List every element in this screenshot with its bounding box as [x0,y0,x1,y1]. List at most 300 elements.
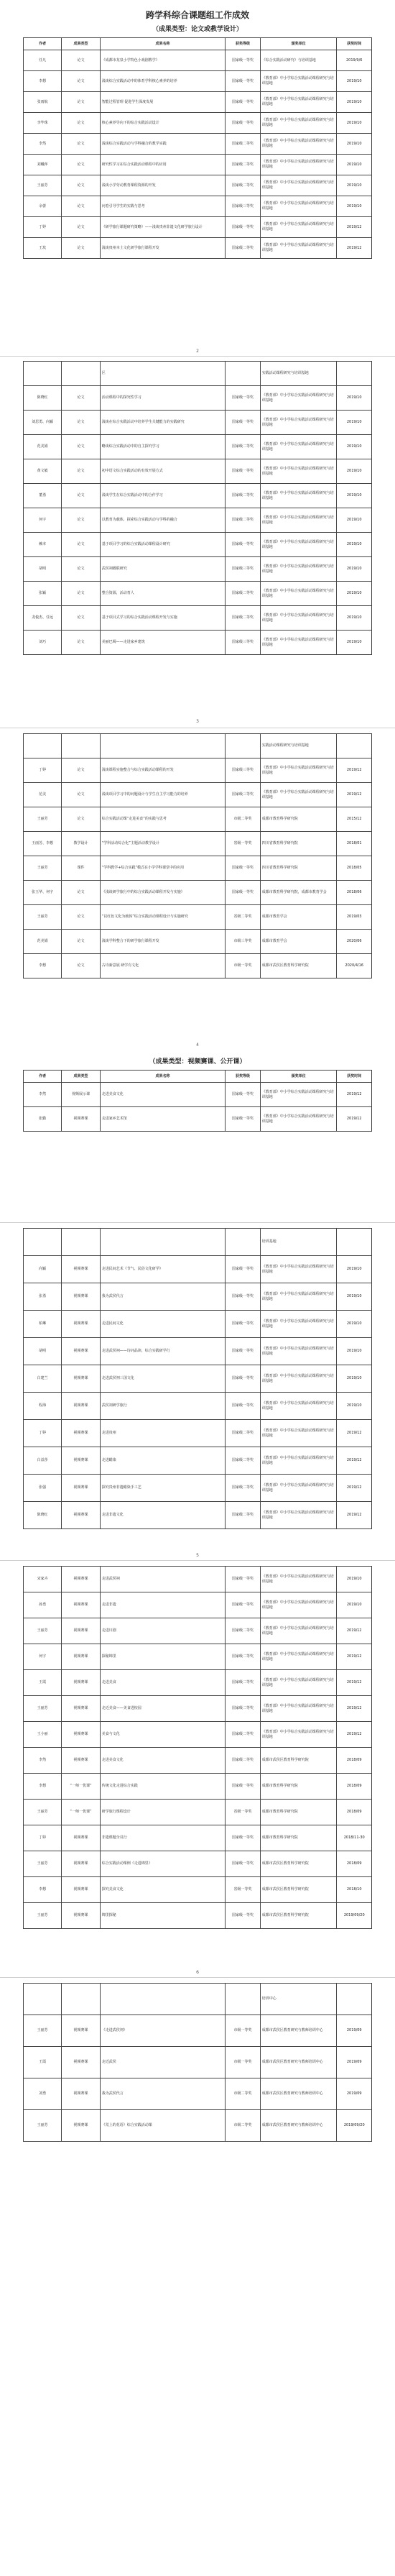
date-cell: 2019/10 [337,71,372,92]
author-cell: 董勇 [24,484,62,508]
author-cell: 陈晓红 [24,1502,62,1529]
award-level-cell: 省级二等奖 [226,905,261,930]
date-cell: 2019/09/20 [337,2110,372,2142]
type-cell: 论文 [62,905,100,930]
type-cell: 视频赛课 [62,1851,100,1877]
author-cell: 何宇 [24,1644,62,1670]
award-level-cell: 国家级二等奖 [226,508,261,533]
issuer-cell: 《教育部》中小学综合实践活动课程研究与培训基地 [260,435,337,459]
issuer-cell: 《教育部》中小学综合实践活动课程研究与培训基地 [260,783,337,807]
issuer-cell: 成都市武侯区教育科学研究院 [260,954,337,978]
date-cell: 2018/11-30 [337,1825,372,1851]
issuer-cell: 《教育部》中小学综合实践活动课程研究与培训基地 [260,557,337,582]
award-level-cell: 国家级一等奖 [226,856,261,881]
award-level-cell: 国家级二等奖 [226,1502,261,1529]
date-cell: 2019/09 [337,2015,372,2047]
column-header: 获奖时间 [337,38,372,50]
award-level-cell: 国家级一等奖 [226,1083,261,1107]
author-cell: 白益莎 [24,1447,62,1475]
title-cell [100,1229,226,1256]
type-cell: 论文 [62,606,100,631]
author-cell: 丁婷 [24,217,62,238]
title-cell: 略谈综合实践活动中的自主探究学习 [100,435,226,459]
column-header: 获奖等级 [226,38,261,50]
award-level-cell: 国家级二等奖 [226,435,261,459]
table-row [24,1748,372,1774]
issuer-cell: 《教育部》中小学综合实践活动课程研究与培训基地 [260,1567,337,1592]
type-cell: 论文 [62,930,100,954]
issuer-cell: 成都市武侯区教育研究与教师培训中心 [260,2047,337,2078]
title-cell: 浅谈综合实践活动与学科融合的教学实践 [100,134,226,155]
award-level-cell: 市级一等奖 [226,954,261,978]
date-cell [337,734,372,758]
title-cell: 走进非遗 [100,1592,226,1618]
type-cell: 视频赛课 [62,1567,100,1592]
author-cell: 丁婷 [24,1420,62,1447]
author-cell: 张雨航 [24,92,62,113]
table-row [24,1256,372,1283]
type-cell: 论文 [62,881,100,905]
table-row [24,1800,372,1825]
title-cell: 《走进武侯祠》 [100,2015,226,2047]
column-header: 作者 [24,38,62,50]
date-cell: 2019/12 [337,1447,372,1475]
type-cell: 论文 [62,783,100,807]
type-cell: “一师一优课” [62,1774,100,1800]
award-level-cell: 国家级一等奖 [226,533,261,557]
award-level-cell: 国家级二等奖 [226,606,261,631]
type-cell: 论文 [62,807,100,832]
award-level-cell: 国家级三等奖 [226,758,261,783]
date-cell: 2019/12 [337,1502,372,1529]
table-row [24,1774,372,1800]
issuer-cell: 《教育部》中小学综合实践活动课程研究与培训基地 [260,1393,337,1420]
title-cell: 探究美食文化 [100,1877,226,1903]
title-cell: 我为武侯代言 [100,2078,226,2110]
type-cell: 视频赛课 [62,1393,100,1420]
issuer-cell: 《教育部》中小学综合实践活动课程研究与培训基地 [260,1338,337,1365]
date-cell: 2019/12 [337,1083,372,1107]
date-cell: 2019/12 [337,1420,372,1447]
issuer-cell: 《教育部》中小学综合实践活动课程研究与培训基地 [260,238,337,259]
type-cell: 论文 [62,71,100,92]
title-cell: “学科教学+综合实践”模式在小学学科课堂中的应用 [100,856,226,881]
title-cell: 走进民间艺术《节气、民俗文化研学》 [100,1256,226,1283]
author-cell: 任凡 [24,50,62,71]
type-cell: 论文 [62,631,100,655]
author-cell: 何宇 [24,508,62,533]
table-row [24,881,372,905]
issuer-cell: 成都市教育科学研究院，成都市教育学会 [260,881,337,905]
issuer-cell: 《教育部》中小学综合实践活动课程研究与培训基地 [260,1475,337,1502]
award-level-cell: 国家级一等奖 [226,459,261,484]
date-cell: 2018/05 [337,856,372,881]
issuer-cell: 成都市教育科学研究院 [260,807,337,832]
table-row [24,1851,372,1877]
table-row [24,1825,372,1851]
table-row [24,411,372,435]
issuer-cell: 培训中心 [260,1984,337,2015]
award-level-cell: 国家级一等奖 [226,1283,261,1311]
date-cell: 2019/10 [337,1365,372,1393]
title-cell: 浅谈贵州本土文化研学旅行课程开发 [100,238,226,259]
type-cell: 论文 [62,217,100,238]
award-level-cell: 国家级一等奖 [226,411,261,435]
award-level-cell: 国家级二等奖 [226,1670,261,1696]
award-level-cell: 国家级二等奖 [226,1447,261,1475]
document-page-section [23,1983,372,2142]
author-cell: 胡明 [24,1338,62,1365]
page-divider [0,1560,395,1561]
issuer-cell: 成都市教育科学研究院 [260,1774,337,1800]
results-table [23,1983,372,2142]
author-cell [24,362,62,386]
document-page-section [23,1228,372,1529]
type-cell: 论文 [62,50,100,71]
issuer-cell: 《教育部》中小学综合实践活动课程研究与培训基地 [260,411,337,435]
author-cell: 张勇 [24,1283,62,1311]
type-cell: 视频赛课 [62,1311,100,1338]
date-cell: 2019/10 [337,533,372,557]
issuer-cell: 《教育部》中小学综合实践活动课程研究与培训基地 [260,1722,337,1748]
table-row [24,1338,372,1365]
award-level-cell: 国家级三等奖 [226,557,261,582]
date-cell: 2020/06 [337,930,372,954]
date-cell: 2019/10 [337,508,372,533]
type-cell: 视频赛课 [62,1748,100,1774]
date-cell: 2015/12 [337,807,372,832]
author-cell: 王丽芳 [24,2110,62,2142]
page-divider [0,1977,395,1978]
title-cell: 走进武侯祠三国文化 [100,1365,226,1393]
type-cell: 视频赛课 [62,1644,100,1670]
results-table [23,361,372,655]
issuer-cell: 成都市武侯区教育科学研究院 [260,1903,337,1929]
issuer-cell: 培训基地 [260,1229,337,1256]
issuer-cell: 《教育部》中小学综合实践活动课程研究与培训基地 [260,175,337,196]
title-cell: 整合资源，活动育人 [100,582,226,606]
title-cell: 综合实践活动课例《走进锦里》 [100,1851,226,1877]
title-cell: 区 [100,362,226,386]
author-cell: 张玉华、何宇 [24,881,62,905]
author-cell: 余蕾 [24,196,62,217]
award-level-cell: 国家级一等奖 [226,1107,261,1132]
table-row [24,92,372,113]
issuer-cell: 实践活动课程研究与培训基地 [260,362,337,386]
award-level-cell: 国家级一等奖 [226,1567,261,1592]
issuer-cell: 《教育部》中小学综合实践活动课程研究与培训基地 [260,533,337,557]
title-cell: 初中语文综合实践活动的有效开展方式 [100,459,226,484]
award-level-cell: 国家级三等奖 [226,631,261,655]
author-cell: 李然 [24,134,62,155]
title-cell: 浅谈综合实践活动中的体育学科核心素养的培养 [100,71,226,92]
issuer-cell: 《教育部》中小学综合实践活动课程研究与培训基地 [260,71,337,92]
table-row [24,1229,372,1256]
author-cell: 王丽芳 [24,856,62,881]
table-row [24,1475,372,1502]
date-cell: 2019/10 [337,196,372,217]
title-cell: 浅谈项目学习中的问题设计与学生自主学习能力的培养 [100,783,226,807]
author-cell: 李想 [24,954,62,978]
date-cell: 2020/4/16 [337,954,372,978]
table-row [24,807,372,832]
award-level-cell: 国家级一等奖 [226,50,261,71]
table-row [24,484,372,508]
title-cell: 非遗课题全员行 [100,1825,226,1851]
author-cell: 范美 [24,783,62,807]
author-cell: 龙俊杰、任远 [24,606,62,631]
date-cell: 2019/10 [337,582,372,606]
issuer-cell: 成都市教育科学研究院 [260,1800,337,1825]
table-row [24,1502,372,1529]
award-level-cell: 市级二等奖 [226,2110,261,2142]
date-cell: 2019/12 [337,1696,372,1722]
table-row [24,2015,372,2047]
date-cell: 2018/06 [337,881,372,905]
author-cell: 范美娟 [24,930,62,954]
award-level-cell: 国家级一等奖 [226,1825,261,1851]
author-cell: 黄文敏 [24,459,62,484]
results-table [23,37,372,259]
type-cell [62,1984,100,2015]
type-cell: 论文 [62,459,100,484]
type-cell: 视频赛课 [62,2110,100,2142]
type-cell: 视频赛课 [62,1696,100,1722]
date-cell: 2019/10 [337,435,372,459]
table-row [24,175,372,196]
date-cell: 2019/10 [337,1283,372,1311]
table-row [24,1420,372,1447]
page-number: 2 [196,349,199,354]
date-cell: 2019/10 [337,1567,372,1592]
date-cell: 2019/12 [337,758,372,783]
author-cell: 王丽芳 [24,807,62,832]
table-row [24,1984,372,2015]
title-cell: 传统文化走进综合实践 [100,1774,226,1800]
issuer-cell: 《教育部》中小学综合实践活动课程研究与培训基地 [260,1592,337,1618]
type-cell: 论文 [62,954,100,978]
issuer-cell: 《教育部》中小学综合实践活动课程研究与培训基地 [260,217,337,238]
title-cell: 走进贵州 [100,1420,226,1447]
page-number: 5 [196,1553,199,1558]
type-cell: 视频赛课 [62,1618,100,1644]
title-cell: 走进川剧 [100,1618,226,1644]
table-row [24,459,372,484]
title-cell: 我为武侯代言 [100,1283,226,1311]
table-row [24,155,372,175]
type-cell: 论文 [62,175,100,196]
type-cell: 视频赛课 [62,2015,100,2047]
issuer-cell: 《教育部》中小学综合实践活动课程研究与培训基地 [260,1283,337,1311]
author-cell: 王丽芳 [24,2015,62,2047]
date-cell [337,362,372,386]
table-row [24,1107,372,1132]
author-cell: 王丽芳 [24,905,62,930]
award-level-cell: 国家级一等奖 [226,1592,261,1618]
issuer-cell: 《教育部》中小学综合实践活动课程研究与培训基地 [260,1670,337,1696]
title-cell: 基于项目学习的综合实践活动课程设计研究 [100,533,226,557]
issuer-cell: 成都市武侯区教育研究与教师培训中心 [260,2015,337,2047]
column-header: 成果名称 [100,1071,226,1083]
award-level-cell: 国家级二等奖 [226,175,261,196]
title-cell: 走进武侯祠——诗词品读、综合实践研学行 [100,1338,226,1365]
type-cell: 视频赛课 [62,2078,100,2110]
author-cell: 向颖 [24,1256,62,1283]
table-row [24,1393,372,1420]
title-cell: 锦里探秘 [100,1903,226,1929]
award-level-cell: 国家级一等奖 [226,1365,261,1393]
author-cell: 孙勇 [24,1592,62,1618]
award-level-cell: 国家级一等奖 [226,1256,261,1283]
type-cell: 视频赛课 [62,1722,100,1748]
award-level-cell: 国家级一等奖 [226,113,261,134]
issuer-cell: 《教育部》中小学综合实践活动课程研究与培训基地 [260,386,337,411]
table-row [24,2078,372,2110]
page-number: 6 [196,1970,199,1975]
award-level-cell: 国家级二等奖 [226,1696,261,1722]
type-cell: 论文 [62,92,100,113]
award-level-cell: 国家级一等奖 [226,1311,261,1338]
issuer-cell: 《教育部》中小学综合实践活动课程研究与培训基地 [260,1447,337,1475]
author-cell [24,1984,62,2015]
type-cell: 视频赛课 [62,1420,100,1447]
author-cell: 王丽芳 [24,1903,62,1929]
issuer-cell: 成都市教育学会 [260,905,337,930]
award-level-cell: 国家级三等奖 [226,783,261,807]
award-level-cell: 省级一等奖 [226,1800,261,1825]
title-cell: 走进美食 [100,1670,226,1696]
table-row [24,2047,372,2078]
award-level-cell [226,1229,261,1256]
column-header: 获奖等级 [226,1071,261,1083]
table-row [24,238,372,259]
author-cell: 柏琳 [24,1311,62,1338]
issuer-cell: 《教育部》中小学综合实践活动课程研究与培训基地 [260,1618,337,1644]
title-cell: 综合实践活动课“走进美食”的实践与思考 [100,807,226,832]
title-cell: 浅谈课程实施整合与综合实践活动课程的开发 [100,758,226,783]
award-level-cell: 国家级一等奖 [226,1774,261,1800]
issuer-cell: 《综合实践活动研究》与培训基地 [260,50,337,71]
author-cell: 张勤 [24,1107,62,1132]
table-row [24,217,372,238]
type-cell: 视频赛课 [62,1592,100,1618]
page-title: 跨学科综合课题组工作成效 [145,10,249,20]
issuer-cell: 实践活动课程研究与培训基地 [260,734,337,758]
type-cell: 课件 [62,856,100,881]
issuer-cell: 《教育部》中小学综合实践活动课程研究与培训基地 [260,1502,337,1529]
author-cell: 王霞 [24,2047,62,2078]
date-cell: 2019/10 [337,557,372,582]
author-cell: 宋家卉 [24,1567,62,1592]
issuer-cell: 《教育部》中小学综合实践活动课程研究与培训基地 [260,196,337,217]
column-header: 作者 [24,1071,62,1083]
date-cell [337,1229,372,1256]
author-cell [24,734,62,758]
table-row [24,1447,372,1475]
title-cell: 走进蜡染 [100,1447,226,1475]
award-level-cell: 国家级二等奖 [226,1644,261,1670]
type-cell: 视频赛课 [62,1447,100,1475]
date-cell: 2019/12 [337,1670,372,1696]
date-cell: 2019/10 [337,1256,372,1283]
results-table [23,1566,372,1929]
author-cell: 丁婷 [24,1825,62,1851]
award-level-cell [226,1984,261,2015]
award-level-cell [226,734,261,758]
award-level-cell: 国家级二等奖 [226,134,261,155]
author-cell: 李想 [24,1877,62,1903]
type-cell: “一师一优课” [62,1800,100,1825]
table-row [24,1365,372,1393]
title-cell: 基于项目式学习的综合实践活动课程开发与实施 [100,606,226,631]
award-level-cell: 国家级一等奖 [226,1393,261,1420]
type-cell: 视频赛课 [62,1903,100,1929]
table-row [24,435,372,459]
table-row [24,905,372,930]
table-header-row [24,1071,372,1083]
issuer-cell: 《教育部》中小学综合实践活动课程研究与培训基地 [260,1365,337,1393]
title-cell: 武侯祠楹联研究 [100,557,226,582]
table-row [24,734,372,758]
issuer-cell: 《教育部》中小学综合实践活动课程研究与培训基地 [260,155,337,175]
author-cell: 白建兰 [24,1365,62,1393]
issuer-cell: 《教育部》中小学综合实践活动课程研究与培训基地 [260,508,337,533]
type-cell: 视频赛课 [62,1256,100,1283]
author-cell: 刘巧 [24,631,62,655]
results-table [23,1070,372,1132]
document-page-section [23,1053,372,1132]
title-cell: 研学旅行课程设计 [100,1800,226,1825]
title-cell: 探秘锦里 [100,1644,226,1670]
type-cell: 视频赛课 [62,1825,100,1851]
award-level-cell: 国家级一等奖 [226,92,261,113]
table-row [24,856,372,881]
author-cell: 张颖 [24,582,62,606]
award-level-cell: 国家级一等奖 [226,1338,261,1365]
table-row [24,1696,372,1722]
title-cell: 核心素养导向下的综合实践活动设计 [100,113,226,134]
issuer-cell: 成都市武侯区教育科学研究院 [260,1748,337,1774]
date-cell: 2018/09 [337,1800,372,1825]
table-row [24,1283,372,1311]
author-cell: 李然 [24,1748,62,1774]
issuer-cell: 《教育部》中小学综合实践活动课程研究与培训基地 [260,631,337,655]
author-cell: 刘勇 [24,2078,62,2110]
issuer-cell: 四川省教育科学研究院 [260,832,337,856]
date-cell [337,1984,372,2015]
table-row [24,606,372,631]
table-row [24,1877,372,1903]
date-cell: 2019/10 [337,386,372,411]
type-cell: 论文 [62,196,100,217]
award-level-cell: 市级一等奖 [226,2015,261,2047]
type-cell: 论文 [62,758,100,783]
date-cell: 2019/10 [337,1393,372,1420]
date-cell: 2019/10 [337,1338,372,1365]
type-cell: 教学设计 [62,832,100,856]
type-cell: 论文 [62,435,100,459]
table-row [24,557,372,582]
document-page-section [23,733,372,978]
date-cell: 2018/01 [337,832,372,856]
author-cell: 李想 [24,71,62,92]
date-cell: 2019/12 [337,1107,372,1132]
title-cell: 智能过程管理 促进学生深度发展 [100,92,226,113]
title-cell: 走近美食——美食进校园 [100,1696,226,1722]
author-cell: 王丽芳 [24,1851,62,1877]
award-level-cell: 省级一等奖 [226,832,261,856]
issuer-cell: 《教育部》中小学综合实践活动课程研究与培训基地 [260,1083,337,1107]
